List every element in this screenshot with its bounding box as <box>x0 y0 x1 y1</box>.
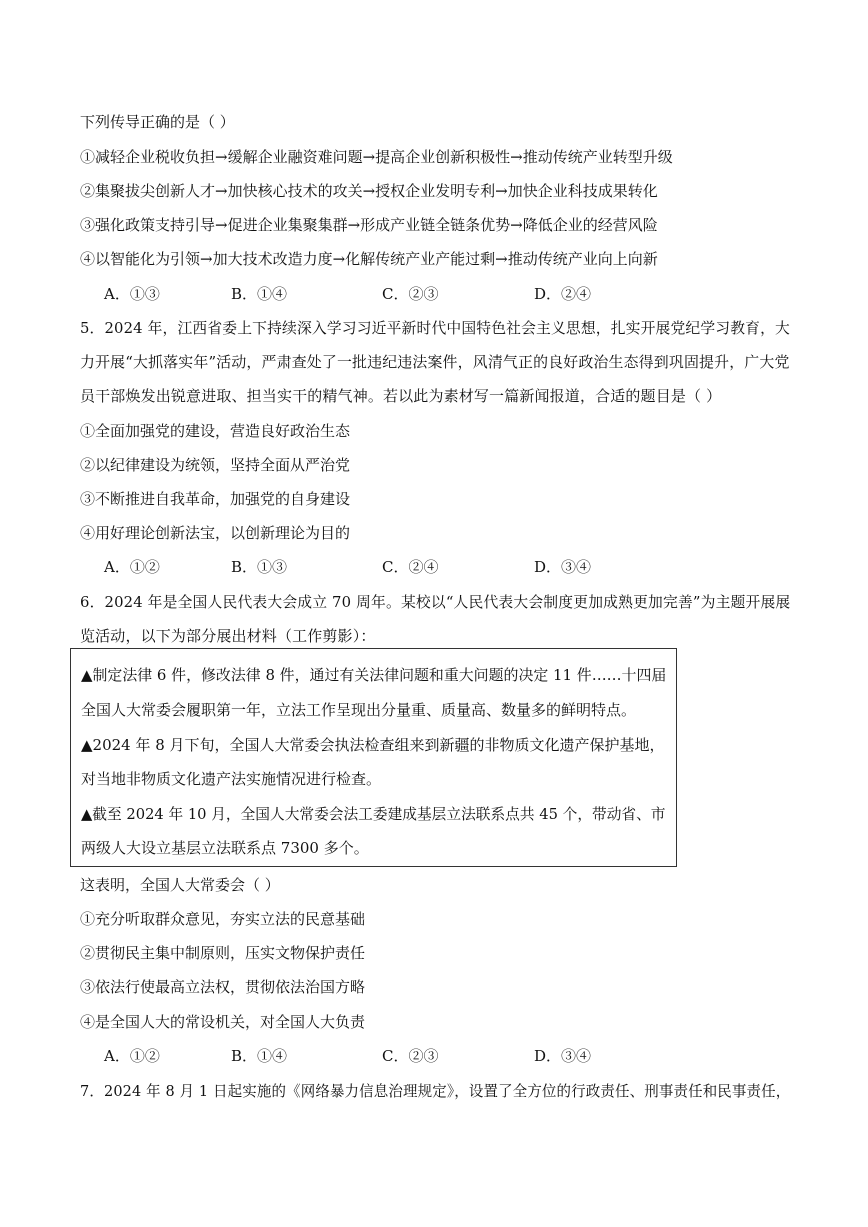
q5-choice-c: C．②④ <box>382 558 439 576</box>
q6-choice-a: A．①② <box>104 1047 160 1065</box>
material-line-4: 对当地非物质文化遗产法实施情况进行检查。 <box>81 770 382 788</box>
q6-option-4: ④是全国人大的常设机关，对全国人大负责 <box>80 1013 366 1031</box>
q6-option-3: ③依法行使最高立法权，贯彻依法治国方略 <box>80 978 366 996</box>
q6-text-line-2: 览活动，以下为部分展出材料（工作剪影）： <box>80 627 376 645</box>
q6-choices <box>104 1046 744 1066</box>
q6-option-1: ①充分听取群众意见，夯实立法的民意基础 <box>80 910 366 928</box>
q5-choice-b: B．①③ <box>231 558 288 576</box>
q6-stem: 这表明，全国人大常委会（ ） <box>80 876 280 894</box>
q4-option-3: ③强化政策支持引导→促进企业集聚集群→形成产业链全链条优势→降低企业的经营风险 <box>80 216 658 234</box>
q5-option-4: ④用好理论创新法宝，以创新理论为目的 <box>80 524 351 542</box>
material-line-1: ▲制定法律 6 件，修改法律 8 件，通过有关法律问题和重大问题的决定 11 件……十四届 <box>81 666 667 684</box>
q5-text-line-1: 5．2024 年，江西省委上下持续深入学习习近平新时代中国特色社会主义思想，扎实开展党纪学习教育，大 <box>80 319 790 337</box>
q4-stem: 下列传导正确的是（ ） <box>80 113 235 131</box>
q5-choices <box>104 557 744 577</box>
q5-text-line-2: 力开展“大抓落实年”活动，严肃查处了一批违纪违法案件，风清气正的良好政治生态得到巩固提升，广大党 <box>80 353 790 371</box>
q4-choice-b: B．①④ <box>231 285 288 303</box>
material-box <box>70 648 677 867</box>
material-line-2: 全国人大常委会履职第一年，立法工作呈现出分量重、质量高、数量多的鲜明特点。 <box>81 701 637 719</box>
q5-text-line-3: 员干部焕发出锐意进取、担当实干的精气神。若以此为素材写一篇新闻报道，合适的题目是（ ） <box>80 387 722 405</box>
q6-choice-d: D．③④ <box>534 1047 592 1065</box>
q7-text-line-1: 7．2024 年 8 月 1 日起实施的《网络暴力信息治理规定》，设置了全方位的行政责任、刑事责任和民事责任， <box>80 1082 791 1100</box>
q4-choice-d: D．②④ <box>534 285 592 303</box>
q4-option-4: ④以智能化为引领→加大技术改造力度→化解传统产业产能过剩→推动传统产业向上向新 <box>80 250 658 268</box>
material-line-6: 两级人大设立基层立法联系点 7300 多个。 <box>81 839 369 857</box>
q5-choice-a: A．①② <box>104 558 160 576</box>
q4-option-2: ②集聚拔尖创新人才→加快核心技术的攻关→授权企业发明专利→加快企业科技成果转化 <box>80 182 658 200</box>
q4-choice-c: C．②③ <box>382 285 439 303</box>
q4-option-1: ①减轻企业税收负担→缓解企业融资难问题→提高企业创新积极性→推动传统产业转型升级 <box>80 148 673 166</box>
material-line-3: ▲2024 年 8 月下旬，全国人大常委会执法检查组来到新疆的非物质文化遗产保护基地， <box>81 736 665 754</box>
q5-option-2: ②以纪律建设为统领，坚持全面从严治党 <box>80 456 351 474</box>
q6-choice-b: B．①④ <box>231 1047 288 1065</box>
q5-option-1: ①全面加强党的建设，营造良好政治生态 <box>80 422 351 440</box>
q6-option-2: ②贯彻民主集中制原则，压实文物保护责任 <box>80 944 366 962</box>
material-line-5: ▲截至 2024 年 10 月，全国人大常委会法工委建成基层立法联系点共 45 个，带动省、市 <box>81 805 666 823</box>
q4-choice-a: A．①③ <box>104 285 160 303</box>
q5-choice-d: D．③④ <box>534 558 592 576</box>
q5-option-3: ③不断推进自我革命，加强党的自身建设 <box>80 490 351 508</box>
q6-text-line-1: 6．2024 年是全国人民代表大会成立 70 周年。某校以“人民代表大会制度更加成熟更加完善”为主题开展展 <box>80 593 791 611</box>
q4-choices <box>104 284 744 304</box>
q6-choice-c: C．②③ <box>382 1047 439 1065</box>
